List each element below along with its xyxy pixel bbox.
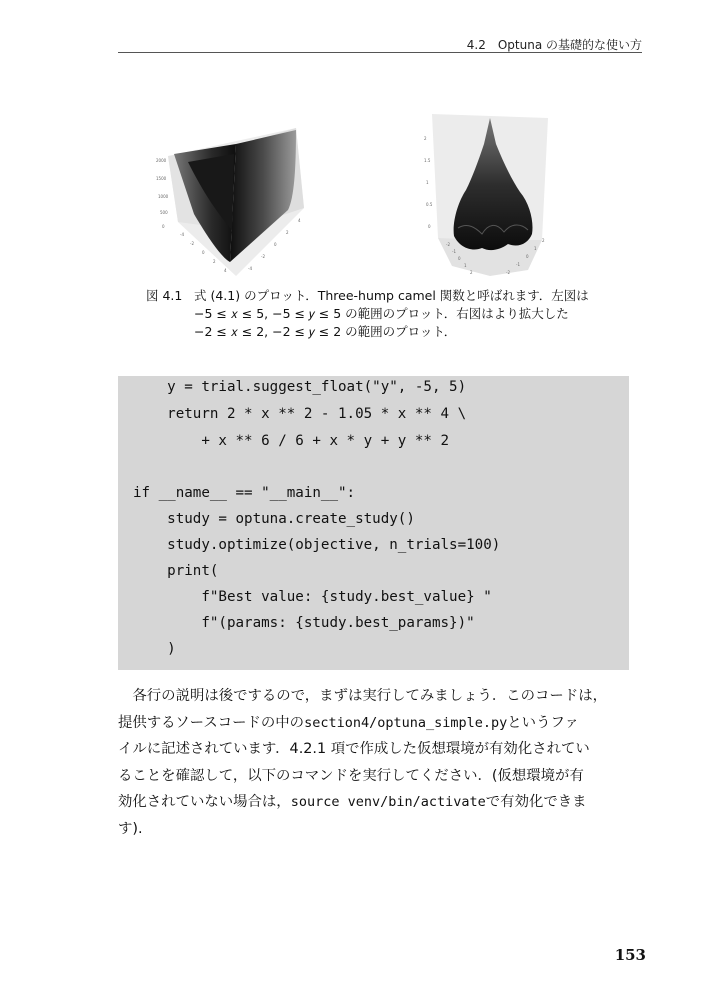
running-header: 4.2 Optuna の基礎的な使い方 [466, 38, 642, 52]
left-x-tick-3: 2 [213, 259, 216, 264]
body-line-2 [118, 710, 630, 737]
right-z-tick-1: 1.5 [424, 158, 431, 163]
header-rule [118, 52, 642, 53]
left-x-tick-4: 4 [224, 268, 227, 273]
code-line-2: return 2 * x ** 2 - 1.05 * x ** 4 \ [133, 406, 467, 422]
page-number: 153 [614, 946, 646, 964]
body-line-5-text-a: 効化されていない場合は， [118, 794, 291, 811]
code-line-11: ) [133, 641, 176, 657]
right-y-tick-1: -1 [516, 262, 520, 267]
activate-command: source venv/bin/activate [290, 794, 486, 811]
code-line-1: y = trial.suggest_float("y", -5, 5) [133, 379, 467, 395]
left-y-tick-1: -2 [261, 254, 265, 259]
left-x-tick-1: -2 [190, 241, 194, 246]
code-block [118, 376, 629, 670]
left-z-tick-4: 0 [162, 224, 165, 229]
code-line-9: f"Best value: {study.best_value} " [133, 589, 492, 605]
code-line-7: study.optimize(objective, n_trials=100) [133, 537, 501, 553]
right-z-tick-3: 0.5 [426, 202, 433, 207]
body-line-1: 各行の説明は後でするので，まずは実行してみましょう．このコードは， [118, 688, 607, 704]
code-line-10: f"(params: {study.best_params})" [133, 615, 475, 631]
right-x-tick-4: 2 [470, 270, 473, 275]
right-z-tick-0: 2 [424, 136, 427, 141]
left-x-tick-0: -4 [180, 232, 184, 237]
left-z-tick-3: 500 [160, 210, 168, 215]
left-y-tick-3: 2 [286, 230, 289, 235]
right-y-tick-4: 2 [542, 238, 545, 243]
figure [118, 110, 642, 282]
body-paragraph [118, 683, 630, 843]
right-y-tick-0: -2 [506, 270, 510, 275]
left-x-tick-2: 0 [202, 250, 205, 255]
right-y-tick-2: 0 [526, 254, 529, 259]
caption-label: 図 4.1 [146, 288, 183, 303]
caption-line-1: 式 (4.1) のプロット．Three-hump camel 関数と呼ばれます．左図は [194, 288, 589, 303]
right-z-tick-4: 0 [428, 224, 431, 229]
body-line-4: ることを確認して，以下のコマンドを実行してください．(仮想環境が有 [118, 767, 584, 784]
body-line-3: イルに記述されています．4.2.1 項で作成した仮想環境が有効化されてい [118, 741, 590, 758]
right-x-tick-3: 1 [464, 263, 467, 268]
source-file-path: section4/optuna_simple.py [304, 714, 508, 731]
left-surface-plot [156, 128, 304, 276]
body-line-6: す). [118, 820, 143, 837]
left-y-tick-0: -4 [248, 266, 252, 271]
right-x-tick-0: -2 [446, 242, 450, 247]
figure-plots [118, 110, 642, 282]
right-x-tick-2: 0 [458, 256, 461, 261]
right-z-tick-2: 1 [426, 180, 429, 185]
caption-line-3: −2 ≤ 𝑥 ≤ 2, −2 ≤ 𝑦 ≤ 2 の範囲のプロット． [194, 324, 457, 339]
code-line-3: + x ** 6 / 6 + x * y + y ** 2 [133, 433, 450, 449]
code-line-5: if __name__ == "__main__": [133, 485, 356, 501]
left-z-tick-0: 2000 [156, 158, 167, 163]
right-y-tick-3: 1 [534, 246, 537, 251]
body-line-2-text-b: というファ [507, 714, 579, 731]
right-surface-plot [424, 114, 548, 276]
body-line-5-text-b: で有効化できま [485, 794, 587, 811]
code-line-8: print( [133, 563, 219, 579]
body-line-5 [118, 789, 630, 816]
left-z-tick-1: 1500 [156, 176, 167, 181]
caption-line-2: −5 ≤ 𝑥 ≤ 5, −5 ≤ 𝑦 ≤ 5 の範囲のプロット．右図はより拡大した [194, 306, 569, 321]
left-y-tick-2: 0 [274, 242, 277, 247]
left-y-tick-4: 4 [298, 218, 301, 223]
right-x-tick-1: -1 [452, 249, 456, 254]
body-line-2-text-a: 提供するソースコードの中の [118, 714, 305, 731]
code-line-6: study = optuna.create_study() [133, 511, 415, 527]
left-z-tick-2: 1000 [158, 194, 169, 199]
